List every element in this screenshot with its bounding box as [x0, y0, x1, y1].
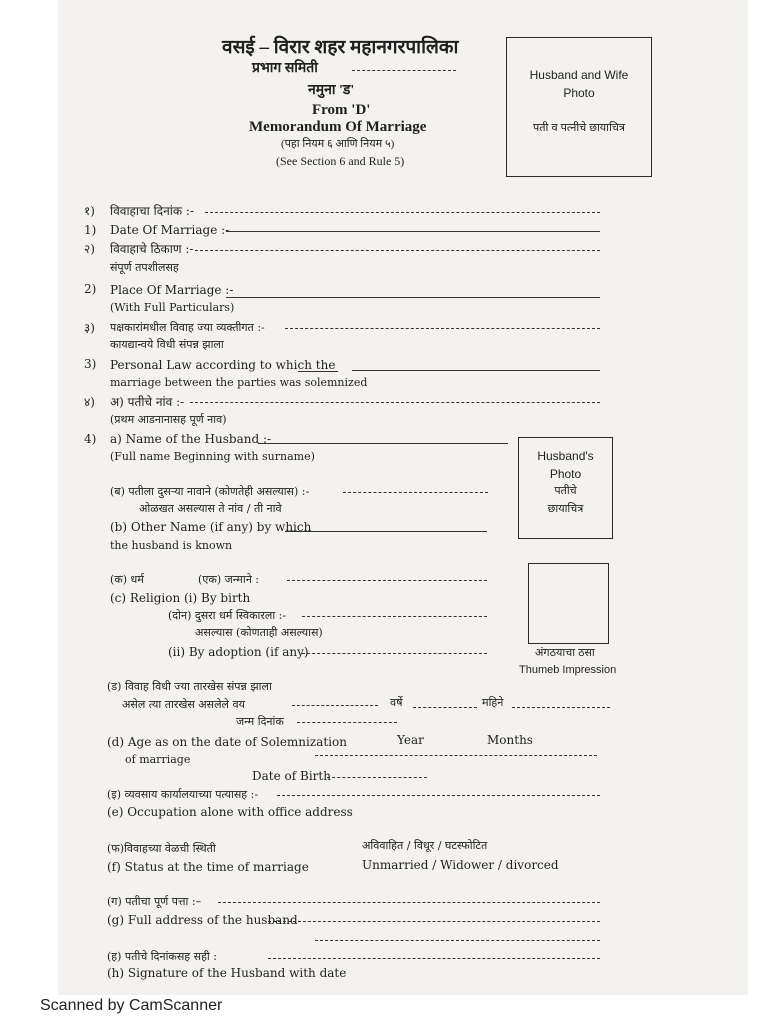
marriage-place-field[interactable] [226, 297, 600, 298]
personal-law-label-marathi: पक्षकारांमधील विवाह ज्या व्यक्तीगत :- [110, 321, 265, 334]
field-number: 3) [84, 357, 97, 371]
husband-name-blank-marathi[interactable] [190, 402, 600, 403]
scan-margin [0, 0, 58, 995]
field-number: ४) [84, 395, 95, 409]
husband-address-blank[interactable] [268, 921, 600, 922]
marriage-place-blank[interactable] [195, 250, 600, 251]
couple-photo-box[interactable] [506, 37, 652, 177]
thumb-label: Thumeb Impression [519, 664, 617, 676]
husband-name-label-marathi: अ) पतीचे नांव :- [110, 395, 185, 409]
age-years-blank[interactable] [292, 705, 378, 706]
husband-photo-label-marathi: छायाचित्र [547, 503, 584, 515]
photo-box-label-marathi: पती व पत्नीचे छायाचित्र [533, 122, 625, 134]
age-sub: of marriage [125, 753, 191, 766]
religion-adoption-sub-marathi: असल्यास (कोणताही असल्यास) [195, 626, 323, 639]
personal-law-sub: marriage between the parties was solemnized [110, 376, 368, 389]
religion-adoption-blank[interactable] [302, 653, 487, 654]
marriage-place-label: Place Of Marriage :- [110, 283, 234, 297]
field-number: १) [84, 204, 95, 218]
dob-field[interactable] [327, 777, 427, 778]
age-months-label: Months [487, 733, 533, 747]
rule-reference-marathi: (पहा नियम ६ आणि नियम ५) [281, 138, 395, 150]
ward-committee: प्रभाग समिती [252, 61, 318, 76]
age-label: (d) Age as on the date of Solemnization [107, 735, 347, 749]
husband-photo-label: Photo [549, 467, 582, 481]
age-months-blank[interactable] [413, 707, 477, 708]
husband-address-blank-marathi[interactable] [218, 902, 600, 903]
personal-law-sub-marathi: कायद्यान्वये विधी संपन्न झाला [110, 338, 224, 351]
other-name-sub: the husband is known [110, 539, 233, 552]
religion-adoption-label-marathi: (दोन) दुसरा धर्म स्विकारला :- [168, 609, 287, 622]
personal-law-label: Personal Law according to which the [110, 358, 336, 372]
other-name-label: (b) Other Name (if any) by which [110, 520, 312, 534]
form-number-english: From 'D' [312, 102, 371, 118]
photo-box-label: Photo [563, 86, 595, 100]
marriage-date-label-marathi: विवाहाचा दिनांक :- [110, 204, 194, 218]
thumb-label-marathi: अंगठयाचा ठसा [535, 647, 595, 659]
religion-label-marathi: (क) धर्म [110, 573, 144, 586]
marriage-date-label: Date Of Marriage :- [110, 223, 230, 237]
marriage-place-sub-marathi: संपूर्ण तपशीलसह [110, 261, 179, 274]
dob-label-marathi: जन्म दिनांक [236, 715, 284, 728]
husband-address-label: (g) Full address of the husband [107, 913, 298, 927]
other-name-blank-marathi[interactable] [343, 492, 488, 493]
age-label-marathi: (ड) विवाह विधी ज्या तारखेस संपन्न झाला [107, 680, 272, 693]
rule-reference-english: (See Section 6 and Rule 5) [276, 154, 405, 168]
scanner-watermark: Scanned by CamScanner [40, 997, 223, 1014]
photo-box-label: Husband and Wife [529, 68, 629, 82]
personal-law-field-a[interactable] [298, 371, 338, 372]
husband-photo-box[interactable] [518, 437, 613, 539]
religion-birth-label: (c) Religion (i) By birth [110, 591, 251, 605]
dob-label: Date of Birth [252, 769, 331, 783]
other-name-label-marathi: (ब) पतीला दुसऱ्या नावाने (कोणतेही असल्यास) :- [110, 485, 310, 498]
field-number: 4) [84, 432, 97, 446]
personal-law-field-b[interactable] [352, 370, 600, 371]
other-name-sub-marathi: ओळखत असल्यास ते नांव / ती नावे [139, 502, 282, 515]
religion-birth-blank[interactable] [287, 580, 487, 581]
occupation-blank[interactable] [277, 795, 600, 796]
dob-blank-marathi[interactable] [297, 722, 397, 723]
thumb-impression-box[interactable] [528, 563, 609, 644]
husband-photo-label-marathi: पतीचे [554, 485, 577, 497]
marriage-date-blank[interactable] [205, 212, 600, 213]
occupation-label: (e) Occupation alone with office address [107, 805, 353, 819]
religion-adoption-label: (ii) By adoption (if any) [168, 645, 309, 659]
age-months-blank-end[interactable] [512, 707, 610, 708]
husband-name-field[interactable] [258, 443, 508, 444]
form-number-marathi: नमुना 'ड' [308, 83, 355, 98]
age-months-label-marathi: महिने [482, 696, 504, 709]
marital-status-options-marathi[interactable]: अविवाहित / विधूर / घटस्फोटित [362, 839, 488, 852]
religion-adoption-blank-marathi[interactable] [302, 616, 487, 617]
marital-status-label: (f) Status at the time of marriage [107, 860, 309, 874]
field-number: ३) [84, 321, 95, 335]
occupation-label-marathi: (इ) व्यवसाय कार्यालयाच्या पत्यासह :- [107, 788, 259, 801]
marriage-place-sub: (With Full Particulars) [110, 301, 235, 314]
ward-blank[interactable] [352, 70, 456, 71]
age-sub-marathi: असेल त्या तारखेस असलेले वय [122, 698, 246, 711]
husband-signature-label-marathi: (ह) पतीचे दिनांकसह सही : [107, 950, 217, 963]
husband-signature-label: (h) Signature of the Husband with date [107, 966, 347, 980]
field-number: 1) [84, 223, 97, 237]
age-years-label-marathi: वर्षे [390, 696, 403, 709]
field-number: २) [84, 242, 95, 256]
husband-name-sub-marathi: (प्रथम आडनानासह पूर्ण नाव) [110, 413, 227, 426]
marital-status-options[interactable]: Unmarried / Widower / divorced [362, 858, 559, 872]
age-blank[interactable] [315, 755, 597, 756]
other-name-field[interactable] [285, 531, 487, 532]
municipal-title: वसई – विरार शहर महानगरपालिका [222, 37, 459, 58]
marriage-date-field[interactable] [226, 231, 600, 232]
husband-photo-label: Husband's [537, 449, 594, 463]
marital-status-label-marathi: (फ)विवाहच्या वेळची स्थिती [107, 842, 216, 855]
form-title: Memorandum Of Marriage [249, 119, 427, 135]
husband-address-blank-2[interactable] [315, 940, 600, 941]
field-number: 2) [84, 282, 97, 296]
marriage-place-label-marathi: विवाहाचे ठिकाण :- [110, 242, 194, 256]
age-year-label: Year [397, 733, 424, 747]
husband-name-sub: (Full name Beginning with surname) [110, 450, 315, 463]
personal-law-blank-marathi[interactable] [285, 328, 600, 329]
religion-birth-label-marathi: (एक) जन्माने : [198, 573, 260, 586]
husband-address-label-marathi: (ग) पतीचा पूर्ण पत्ता :– [107, 895, 202, 908]
husband-signature-blank[interactable] [268, 958, 600, 959]
husband-name-label: a) Name of the Husband :- [110, 432, 272, 446]
